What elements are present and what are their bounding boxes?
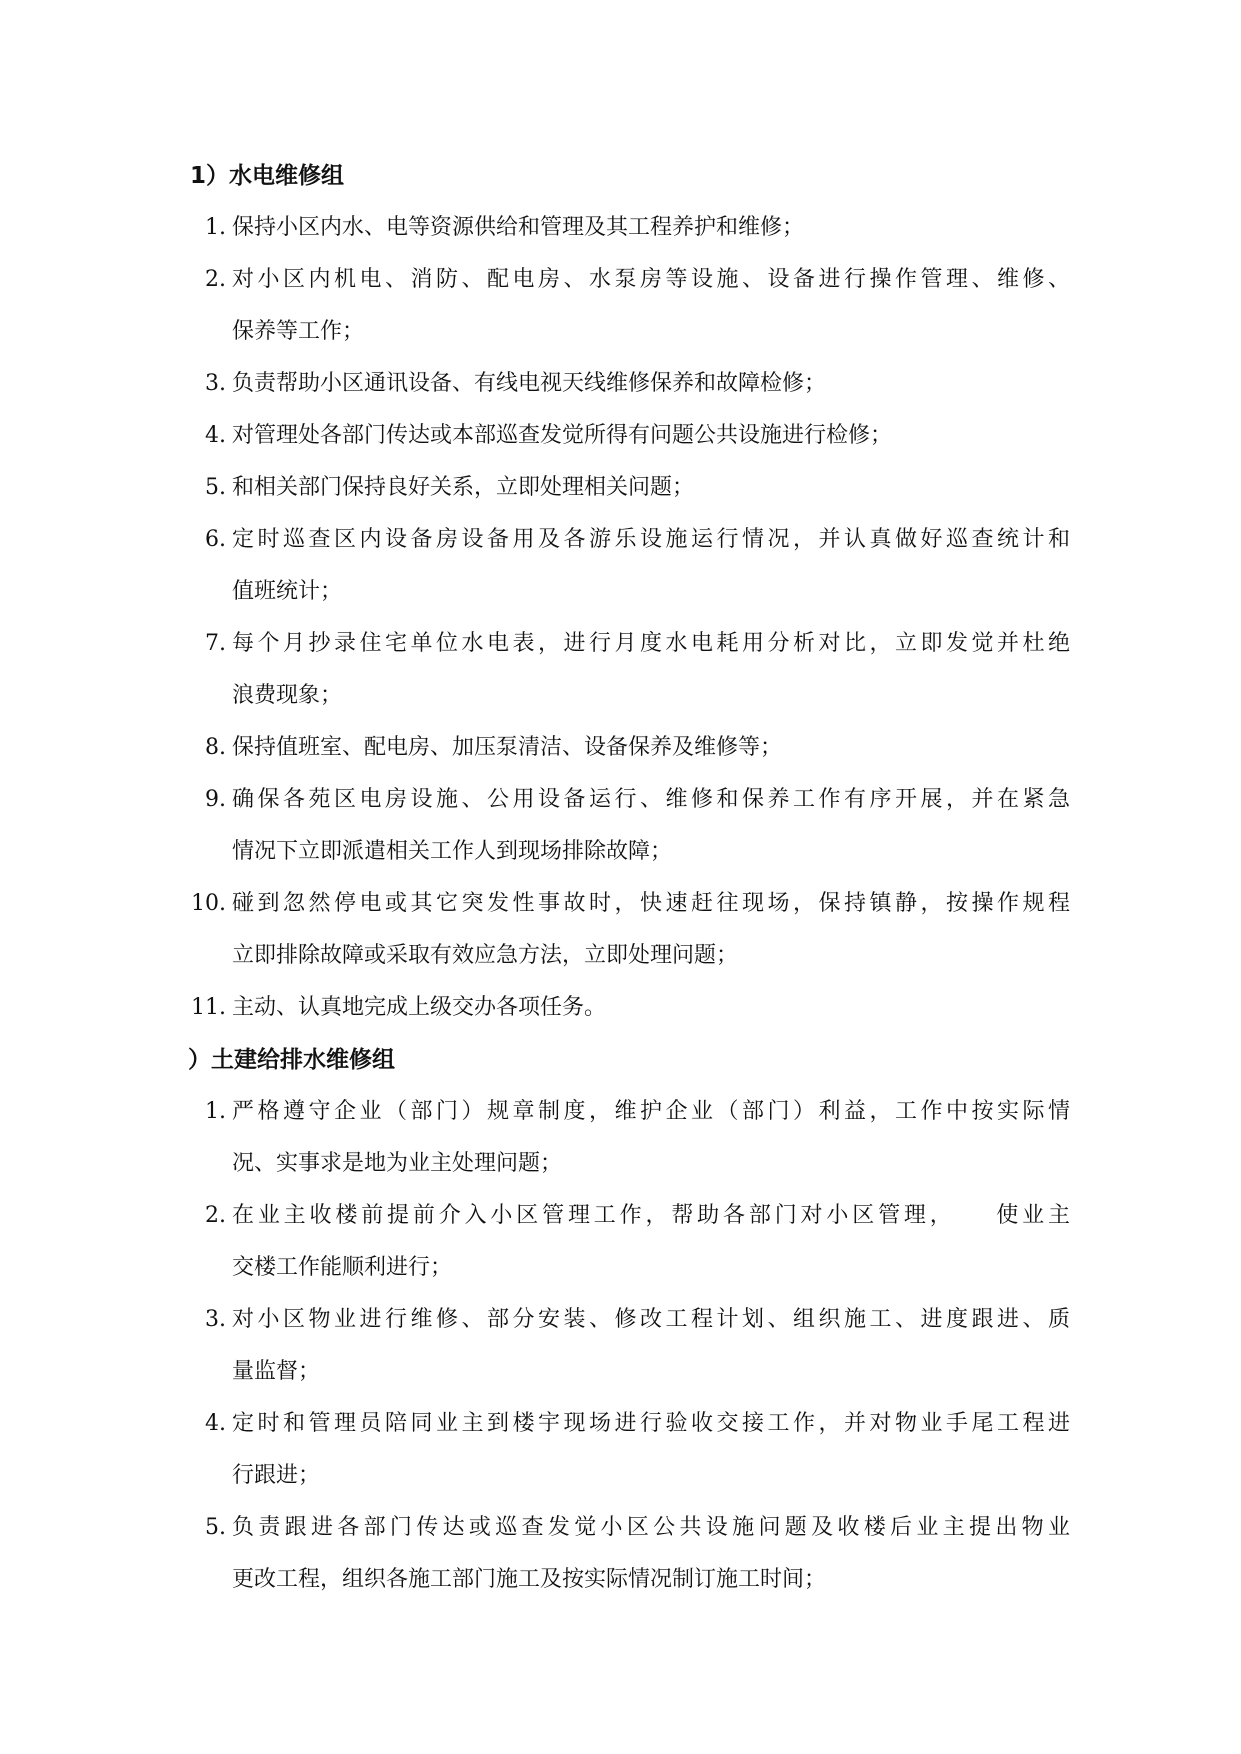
item-text	[232, 722, 1070, 774]
item-number: 7.	[205, 631, 226, 656]
item-line: 保养等工作；	[232, 319, 365, 344]
item-line: 量监督；	[232, 1359, 321, 1384]
item-number: 9.	[205, 787, 226, 812]
item-text	[232, 982, 1070, 1034]
item-text	[232, 410, 1070, 462]
list-item	[190, 722, 1070, 774]
section-water-electric	[190, 150, 1070, 1034]
item-line: 对小区内机电、消防、配电房、水泵房等设施、设备进行操作管理、维修、	[232, 267, 1070, 292]
item-line: 严格遵守企业（部门）规章制度，维护企业（部门）利益，工作中按实际情	[232, 1099, 1070, 1124]
item-number: 3.	[205, 1307, 226, 1332]
item-line: 主动、认真地完成上级交办各项任务。	[232, 995, 607, 1020]
list-item	[190, 514, 1070, 618]
item-text	[232, 358, 1070, 410]
item-line: 负责跟进各部门传达或巡查发觉小区公共设施问题及收楼后业主提出物业	[232, 1515, 1070, 1540]
item-line: 保持值班室、配电房、加压泵清洁、设备保养及维修等；	[232, 735, 783, 760]
list-item	[190, 982, 1070, 1034]
item-line: 定时和管理员陪同业主到楼宇现场进行验收交接工作，并对物业手尾工程进	[232, 1411, 1070, 1436]
item-text	[232, 462, 1070, 514]
list-item	[190, 462, 1070, 514]
item-line: 交楼工作能顺利进行；	[232, 1255, 453, 1280]
item-number: 5.	[205, 1515, 226, 1540]
item-line: 碰到忽然停电或其它突发性事故时，快速赶往现场，保持镇静，按操作规程	[232, 891, 1070, 916]
item-number: 1.	[205, 1099, 226, 1124]
item-number: 10.	[191, 891, 226, 916]
list-item	[190, 774, 1070, 878]
item-text	[232, 1086, 1070, 1190]
item-list	[190, 202, 1070, 1034]
item-text	[232, 878, 1070, 982]
section-heading: ）土建给排水维修组	[188, 1047, 395, 1073]
list-item	[190, 1190, 1070, 1294]
list-item	[190, 1086, 1070, 1190]
item-number: 2.	[205, 1203, 226, 1228]
list-item	[190, 254, 1070, 358]
item-text	[232, 774, 1070, 878]
item-line: 值班统计；	[232, 579, 343, 604]
item-number: 5.	[205, 475, 226, 500]
item-line: 浪费现象；	[232, 683, 343, 708]
item-line: 况、实事求是地为业主处理问题；	[232, 1151, 563, 1176]
item-text	[232, 514, 1070, 618]
item-text	[232, 1398, 1070, 1502]
item-line: 负责帮助小区通讯设备、有线电视天线维修保养和故障检修；	[232, 371, 827, 396]
list-item	[190, 1398, 1070, 1502]
item-number: 8.	[205, 735, 226, 760]
document-content	[190, 150, 1070, 1606]
section-civil-plumbing	[190, 1034, 1070, 1606]
list-item	[190, 1294, 1070, 1398]
item-line: 情况下立即派遣相关工作人到现场排除故障；	[232, 839, 673, 864]
item-number: 11.	[191, 995, 226, 1020]
item-line: 和相关部门保持良好关系，立即处理相关问题；	[232, 475, 695, 500]
item-text	[232, 254, 1070, 358]
item-number: 4.	[205, 1411, 226, 1436]
item-line: 每个月抄录住宅单位水电表，进行月度水电耗用分析对比，立即发觉并杜绝	[232, 631, 1070, 656]
item-list	[190, 1086, 1070, 1606]
item-line: 对小区物业进行维修、部分安装、修改工程计划、组织施工、进度跟进、质	[232, 1307, 1070, 1332]
list-item	[190, 1502, 1070, 1606]
item-line: 定时巡查区内设备房设备用及各游乐设施运行情况，并认真做好巡查统计和	[232, 527, 1070, 552]
item-line: 保持小区内水、电等资源供给和管理及其工程养护和维修；	[232, 215, 805, 240]
item-text	[232, 1190, 1070, 1294]
item-text	[232, 618, 1070, 722]
item-text	[232, 202, 1070, 254]
item-line: 行跟进；	[232, 1463, 321, 1488]
list-item	[190, 410, 1070, 462]
item-number: 1.	[205, 215, 226, 240]
item-text	[232, 1294, 1070, 1398]
list-item	[190, 202, 1070, 254]
item-line: 确保各苑区电房设施、公用设备运行、维修和保养工作有序开展，并在紧急	[232, 787, 1070, 812]
item-number: 2.	[205, 267, 226, 292]
item-number: 3.	[205, 371, 226, 396]
item-line: 对管理处各部门传达或本部巡查发觉所得有问题公共设施进行检修；	[232, 423, 893, 448]
item-number: 4.	[205, 423, 226, 448]
item-line: 更改工程，组织各施工部门施工及按实际情况制订施工时间；	[232, 1567, 827, 1592]
item-line: 在业主收楼前提前介入小区管理工作，帮助各部门对小区管理， 使业主	[232, 1203, 1070, 1228]
item-number: 6.	[205, 527, 226, 552]
item-line: 立即排除故障或采取有效应急方法，立即处理问题；	[232, 943, 739, 968]
list-item	[190, 878, 1070, 982]
list-item	[190, 618, 1070, 722]
section-heading: 1）水电维修组	[190, 163, 345, 189]
list-item	[190, 358, 1070, 410]
item-text	[232, 1502, 1070, 1606]
